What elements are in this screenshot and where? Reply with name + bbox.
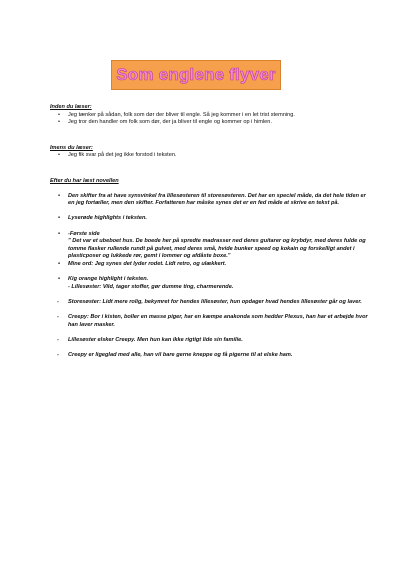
list-item: - Creepy: Bor i kisten, boller en masse piger, har en kæmpe anakonda som hedder Plexus, han har et arbejde hvor han laver masker. (50, 314, 370, 329)
before-list (50, 112, 370, 127)
list-item: • Den skifter fra at have synsvinkel fra lillesøsteren til storesøsteren. Det har en speciel måde, da det hele tiden er en jeg fortæller, men den skifter. Forfatteren har måske synes det er en fed måde at skrive en tekst på. (50, 193, 370, 208)
list-item: • Jeg tænker på sådan, folk som dør der bliver til engle. Så jeg kommer i en let trist stemning. (50, 112, 370, 120)
after-list (50, 193, 370, 360)
list-item (50, 276, 370, 291)
section-heading-after: Efter du har læst novellen (50, 177, 119, 184)
section-heading-during: Imens du læser: (50, 144, 93, 151)
quote-heading: • -Første side (68, 230, 100, 237)
section-heading-before: Inden du læser: (50, 104, 92, 110)
highlight-sub: - Lillesøster: Vild, tager stoffer, gør dumme ting, charmerende. (68, 283, 234, 290)
document-body (50, 104, 370, 360)
list-item: • Lyserøde highlights i teksten. (50, 215, 370, 223)
list-item: • Jeg tror den handler om folk som dør, der ja bliver til engle og kommer op i himlen. (50, 119, 370, 127)
list-item: - Storesøster: Lidt mere rolig, bekymret for hendes lillesøster, hun opdager hvad hendes lillesøster går og laver. (50, 299, 370, 307)
document-title: Som englene flyver (116, 65, 276, 84)
highlight-heading: • Kig orange highlight i teksten. (68, 276, 149, 283)
quote-text: " Det var et ubeboet hus. De boede her på spredte madrasser ned deres guitarer og krybdyr, med deres fulde og tomme flasker rullende rundt på gulvet, med deres små, hvide bunker speed og kokain og forskelligt andet i plasticposer og lukkede rør, gemt i lommer og afdåste boxe." (68, 238, 366, 260)
title-banner (111, 60, 281, 90)
list-item: • Jeg fik svar på det jeg ikke forstod i teksten. (50, 152, 370, 160)
list-item: - Lillesøster elsker Creepy. Men hun kan ikke rigtigt lide sin familie. (50, 337, 370, 345)
during-list (50, 152, 370, 160)
list-item: • Mine ord: Jeg synes det lyder rodet. Lidt retro, og ulækkert. (50, 261, 370, 269)
list-item: - Creepy er ligeglad med alle, han vil bare gerne kneppe og få pigerne til at elske ham. (50, 352, 370, 360)
list-item-quote (50, 231, 370, 261)
